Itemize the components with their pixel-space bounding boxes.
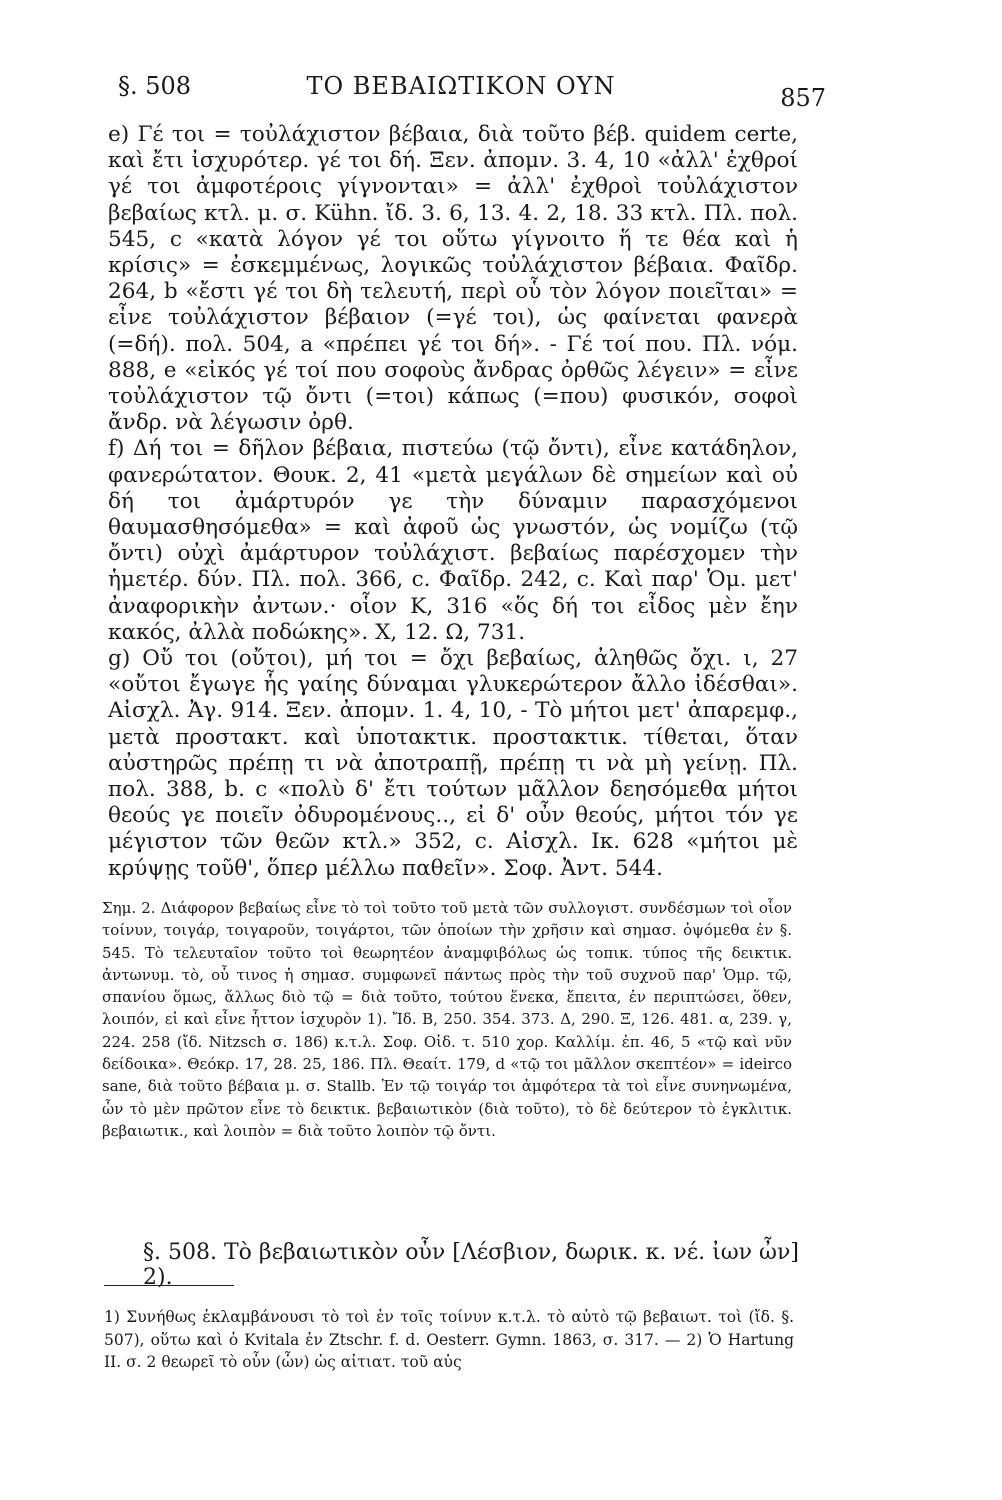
page-header <box>118 72 826 112</box>
remark-paragraph: Σημ. 2. Διάφορον βεβαίως εἶνε τὸ τοὶ τοῦτο τοῦ μετὰ τῶν συλλογιστ. συνδέσμων τοὶ οἷον τοίνυν, τοιγάρ, τοιγαροῦν, τοιγάρτοι, τῶν ὁποίων τὴν χρῆσιν καὶ σημασ. ὀψόμεθα ἐν §. 545. Τὸ τελευταῖον τοῦτο τοὶ θεωρητέον ἀναμφιβόλως ὡς τοπικ. τύπος τῆς δεικτικ. ἀντωνυμ. τὸ, οὗ τινος ἡ σημασ. συμφωνεῖ πάντως πρὸς τὴν τοῦ συχνοῦ παρ' Ὁμρ. τῷ, σπανίου ὅμως, ἄλλως διὸ τῷ = διὰ τοῦτο, τούτου ἕνεκα, ἔπειτα, ἐν περιπτώσει, ὅθεν, λοιπόν, εἰ καὶ εἶνε ἧττον ἰσχυρὸν 1). Ἴδ. Β, 250. 354. 373. Δ, 290. Ξ, 126. 481. α, 239. γ, 224. 258 (ἴδ. Nitzsch σ. 186) κ.τ.λ. Σοφ. Οἰδ. τ. 510 χορ. Καλλίμ. ἐπ. 46, 5 «τῷ καὶ νῦν δείδοικα». Θεόκρ. 17, 28. 25, 186. Πλ. Θεαίτ. 179, d «τῷ τοι μᾶλλον σκεπτέον» = ideirco sane, διὰ τοῦτο βέβαια μ. σ. Stallb. Ἐν τῷ τοιγάρ τοι ἀμφότερα τὰ τοὶ εἶνε συνηνωμένα, ὧν τὸ μὲν πρῶτον εἶνε τὸ δεικτικ. βεβαιωτικὸν (διὰ τοῦτο), τὸ δὲ δεύτερον τὸ ἐγκλιτικ. βεβαιωτικ., καὶ λοιπὸν = διὰ τοῦτο λοιπὸν τῷ ὄντι. <box>102 899 792 1140</box>
page-number: 857 <box>780 84 826 112</box>
footnote-paragraph: 1) Συνήθως ἐκλαμβάνουσι τὸ τοὶ ἐν τοῖς τοίνυν κ.τ.λ. τὸ αὐτὸ τῷ βεβαιωτ. τοὶ (ἴδ. §. 507), οὕτω καὶ ὁ Kvitala ἐν Ztschr. f. d. Oesterr. Gymn. 1863, σ. 317. — 2) Ὁ Hartung II. σ. 2 θεωρεῖ τὸ οὖν (ὦν) ὡς αἰτιατ. τοῦ αὐς <box>104 1308 794 1371</box>
paragraph-e: e) Γέ τοι = τοὐλάχιστον βέβαια, διὰ τοῦτο βέβ. quidem certe, καὶ ἔτι ἰσχυρότερ. γέ τοι δή. Ξεν. ἀπομν. 3. 4, 10 «ἀλλ' ἐχθροί γέ τοι ἀμφοτέροις γίγνονται» = ἀλλ' ἐχθροὶ τοὐλάχιστον βεβαίως κτλ. μ. σ. Kühn. ἴδ. 3. 6, 13. 4. 2, 18. 33 κτλ. Πλ. πολ. 545, c «κατὰ λόγον γέ τοι οὕτω γίγνοιτο ἥ τε θέα καὶ ἡ κρίσις» = ἐσκεμμένως, λογικῶς τοὐλάχιστον βέβαια. Φαῖδρ. 264, b «ἔστι γέ τοι δὴ τελευτή, περὶ οὗ τὸν λόγον ποιεῖται» = εἶνε τοὐλάχιστον βέβαιον (=γέ τοι), ὡς φαίνεται φανερὰ (=δή). πολ. 504, a «πρέπει γέ τοι δή». - Γέ τοί που. Πλ. νόμ. 888, e «εἰκός γέ τοί που σοφοὺς ἄνδρας ὀρθῶς λέγειν» = εἶνε τοὐλάχιστον τῷ ὄντι (=τοι) κάπως (=που) φυσικόν, σοφοὶ ἄνδρ. νὰ λέγωσιν ὀρθ. <box>108 122 798 436</box>
paragraph-f: f) Δή τοι = δῆλον βέβαια, πιστεύω (τῷ ὄντι), εἶνε κατάδηλον, φανερώτατον. Θουκ. 2, 41 «μετὰ μεγάλων δὲ σημείων καὶ οὐ δή τοι ἀμάρτυρόν γε τὴν δύναμιν παρασχόμενοι θαυμασθησόμεθα» = καὶ ἀφοῦ ὡς γνωστόν, ὡς νομίζω (τῷ ὄντι) οὐχὶ ἀμάρτυρον τοὐλάχιστ. βεβαίως παρέσχομεν τὴν ἡμετέρ. δύν. Πλ. πολ. 366, c. Φαῖδρ. 242, c. Καὶ παρ' Ὁμ. μετ' ἀναφορικὴν ἀντων.· οἷον Κ, 316 «ὅς δή τοι εἶδος μὲν ἔην κακός, ἀλλὰ ποδώκης». Χ, 12. Ω, 731. <box>108 436 798 645</box>
footnote-rule <box>104 1285 234 1286</box>
paragraph-g: g) Οὔ τοι (οὔτοι), μή τοι = ὄχι βεβαίως, ἀληθῶς ὄχι. ι, 27 «οὔτοι ἔγωγε ἧς γαίης δύναμαι γλυκερώτερον ἄλλο ἰδέσθαι». Αἰσχλ. Ἀγ. 914. Ξεν. ἀπομν. 1. 4, 10, - Τὸ μήτοι μετ' ἀπαρεμφ., μετὰ προστακτ. καὶ ὑποτακτικ. προστακτικ. τίθεται, ὅταν αὐστηρῶς πρέπῃ τι νὰ ἀποτραπῇ, πρέπῃ τι νὰ μὴ γείνῃ. Πλ. πολ. 388, b. c «πολὺ δ' ἔτι τούτων μᾶλλον δεησόμεθα μήτοι θεούς γε ποιεῖν ὀδυρομένους.., εἰ δ' οὖν θεούς, μήτοι τόν γε μέγιστον τῶν θεῶν κτλ.» 352, c. Αἰσχλ. Ικ. 628 «μήτοι μὲ κρύψῃς τοῦθ', ὅπερ μέλλω παθεῖν». Σοφ. Ἀντ. 544. <box>108 646 798 881</box>
remark-block <box>102 897 792 1142</box>
running-title: ΤΟ ΒΕΒΑΙΩΤΙΚΟΝ ΟΥΝ <box>306 72 616 100</box>
section-number: §. 508 <box>118 72 192 100</box>
next-section-heading: §. 508. Τὸ βεβαιωτικὸν οὖν [Λέσβιον, δωρικ. κ. νέ. ἰων ὦν] 2). <box>143 1240 799 1290</box>
footnotes <box>104 1306 794 1374</box>
main-text <box>108 122 798 882</box>
